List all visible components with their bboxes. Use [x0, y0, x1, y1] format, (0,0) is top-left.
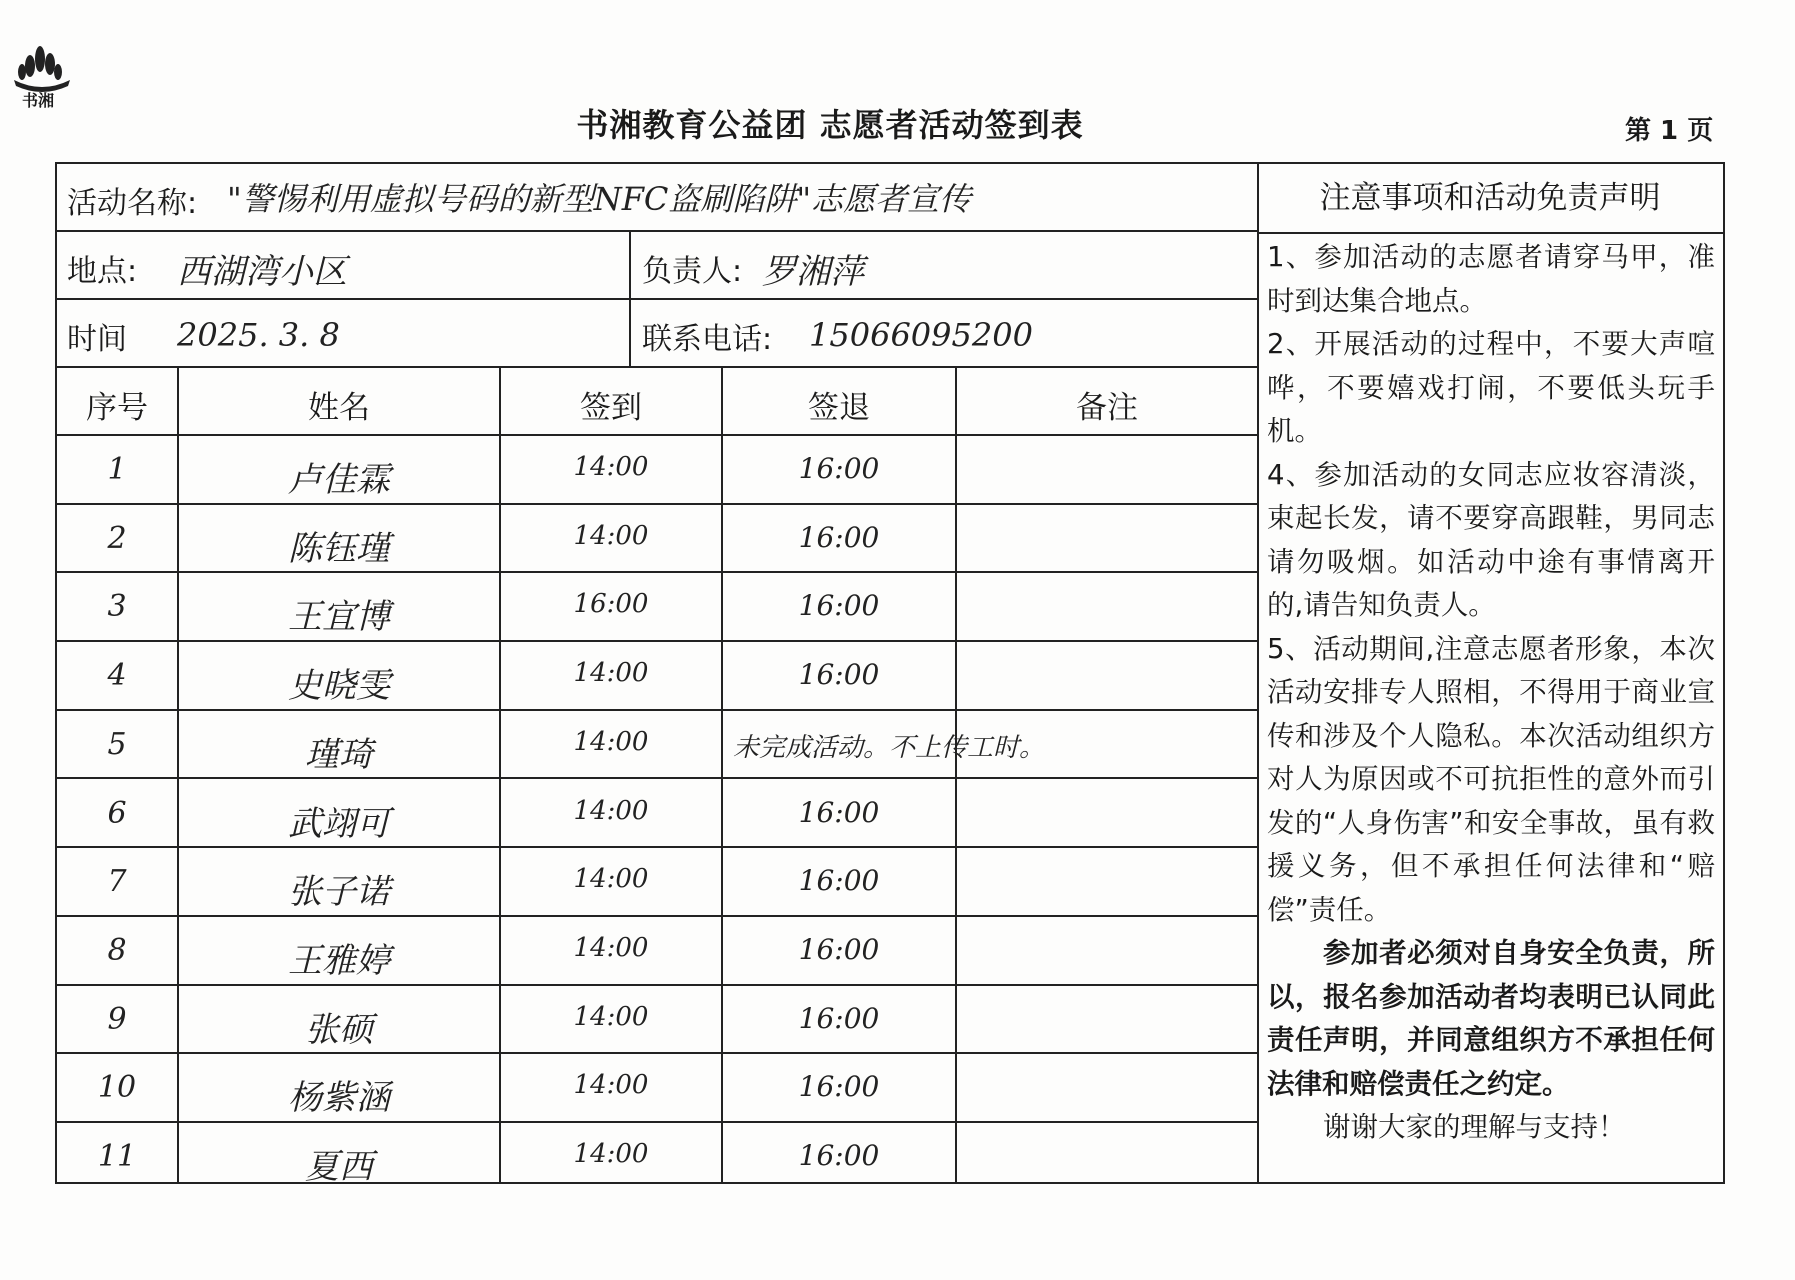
- volunteer-name: 张硕: [305, 1009, 373, 1050]
- table-row: [57, 711, 1257, 780]
- location-row: [57, 232, 1257, 300]
- volunteer-name: 王雅婷: [288, 940, 390, 981]
- page-number: 第 1 页: [1625, 116, 1714, 146]
- header-sign-out: 签退: [808, 390, 870, 426]
- notice-item-4: 4、参加活动的女同志应妆容清淡，束起长发，请不要穿高跟鞋，男同志请勿吸烟。如活动中途有事情离开的,请告知负责人。: [1267, 458, 1715, 621]
- row-number: 8: [107, 932, 127, 968]
- table-row: [57, 848, 1257, 917]
- volunteer-name: 王宜博: [288, 597, 390, 638]
- sign-out-time: 16:00: [798, 932, 880, 966]
- sign-in-time: 14:00: [573, 864, 649, 895]
- sign-in-time: 14:00: [573, 1001, 649, 1032]
- liability-statement: 参加者必须对自身安全负责，所以，报名参加活动者均表明已认同此责任声明，并同意组织方不承担任何法律和赔偿责任之约定。: [1267, 937, 1715, 1100]
- row-number: 9: [107, 1001, 127, 1037]
- table-row: [57, 780, 1257, 849]
- sign-out-time: 16:00: [798, 1070, 880, 1104]
- location-label: 地点:: [67, 254, 138, 289]
- notice-item-5: 5、活动期间,注意志愿者形象，本次活动安排专人照相，不得用于商业宣传和涉及个人隐私。本次活动组织方对人为原因或不可抗拒性的意外而引发的“人身伤害”和安全事故，虽有救援义务，但不承担任何法律和“赔偿”责任。: [1267, 632, 1715, 926]
- sign-out-time: 16:00: [798, 864, 880, 898]
- row-number: 1: [107, 452, 127, 487]
- table-row: [57, 642, 1257, 711]
- notice-item-2: 2、开展活动的过程中，不要大声喧哗，不要嬉戏打闹，不要低头玩手机。: [1267, 328, 1715, 447]
- sign-in-time: 14:00: [573, 1070, 649, 1101]
- row-number: 2: [107, 520, 127, 556]
- table-header-row: [57, 368, 1257, 436]
- logo-text: 书湘: [22, 91, 55, 110]
- table-row: [57, 1054, 1257, 1123]
- table-row: [57, 986, 1257, 1055]
- notice-heading: 注意事项和活动免责声明: [1257, 164, 1723, 234]
- owner-value: 罗湘萍: [762, 252, 864, 292]
- row-number: 5: [107, 726, 127, 762]
- sign-in-time: 14:00: [573, 726, 649, 757]
- sign-in-form: [55, 162, 1725, 1187]
- row-number: 6: [107, 795, 127, 831]
- row-number: 10: [97, 1070, 137, 1106]
- notice-body: [1267, 236, 1715, 1150]
- notice-item-1: 1、参加活动的志愿者请穿马甲，准时到达集合地点。: [1267, 241, 1715, 317]
- sign-in-time: 14:00: [573, 932, 649, 963]
- sign-out-time: 未完成活动。不上传工时。: [733, 732, 1046, 763]
- time-label: 时间: [67, 322, 127, 357]
- table-row: [57, 505, 1257, 574]
- table-row: [57, 436, 1257, 505]
- sign-out-time: 16:00: [798, 520, 880, 554]
- volunteer-name: 夏西: [305, 1147, 373, 1187]
- sign-out-time: 16:00: [798, 658, 880, 692]
- row-number: 3: [107, 589, 127, 625]
- thanks-text: 谢谢大家的理解与支持！: [1323, 1111, 1626, 1143]
- volunteer-name: 瑾琦: [305, 734, 373, 775]
- volunteer-name: 陈钰瑾: [288, 528, 390, 569]
- table-row: [57, 573, 1257, 642]
- row-number: 11: [97, 1139, 137, 1174]
- sign-in-time: 14:00: [573, 452, 649, 482]
- volunteer-name: 杨紫涵: [288, 1078, 390, 1119]
- volunteer-name: 武翊可: [288, 803, 390, 844]
- header-no: 序号: [86, 390, 148, 426]
- sign-out-time: 16:00: [798, 1001, 880, 1035]
- volunteer-name: 卢佳霖: [288, 460, 390, 500]
- sign-out-time: 16:00: [798, 452, 880, 485]
- sign-in-time: 14:00: [573, 1139, 649, 1169]
- sign-out-time: 16:00: [798, 1139, 880, 1172]
- table-row: [57, 1123, 1257, 1192]
- activity-label: 活动名称:: [67, 186, 198, 221]
- time-row: [57, 300, 1257, 368]
- info-and-table-block: [57, 164, 1259, 1187]
- sign-out-time: 16:00: [798, 795, 880, 829]
- time-value: 2025. 3. 8: [177, 316, 340, 354]
- phone-label: 联系电话:: [642, 322, 773, 357]
- row-number: 7: [107, 864, 127, 900]
- volunteer-name: 史晓雯: [288, 666, 390, 707]
- header-note: 备注: [1076, 390, 1138, 426]
- phone-value: 15066095200: [809, 316, 1033, 354]
- row-number: 4: [107, 658, 127, 694]
- header-name: 姓名: [308, 390, 370, 426]
- page-title: 书湘教育公益团 志愿者活动签到表: [576, 106, 1084, 144]
- sign-in-time: 16:00: [573, 589, 649, 620]
- owner-label: 负责人:: [642, 254, 743, 289]
- activity-name-value: "警惕利用虚拟号码的新型NFC盗刷陷阱"志愿者宣传: [227, 180, 972, 218]
- location-value: 西湖湾小区: [177, 252, 347, 292]
- sign-in-time: 14:00: [573, 658, 649, 689]
- sign-in-time: 14:00: [573, 795, 649, 826]
- sign-out-time: 16:00: [798, 589, 880, 623]
- volunteer-name: 张子诺: [288, 872, 390, 913]
- table-row: [57, 917, 1257, 986]
- activity-row: [57, 164, 1257, 232]
- sign-in-time: 14:00: [573, 520, 649, 551]
- header-sign-in: 签到: [580, 390, 642, 426]
